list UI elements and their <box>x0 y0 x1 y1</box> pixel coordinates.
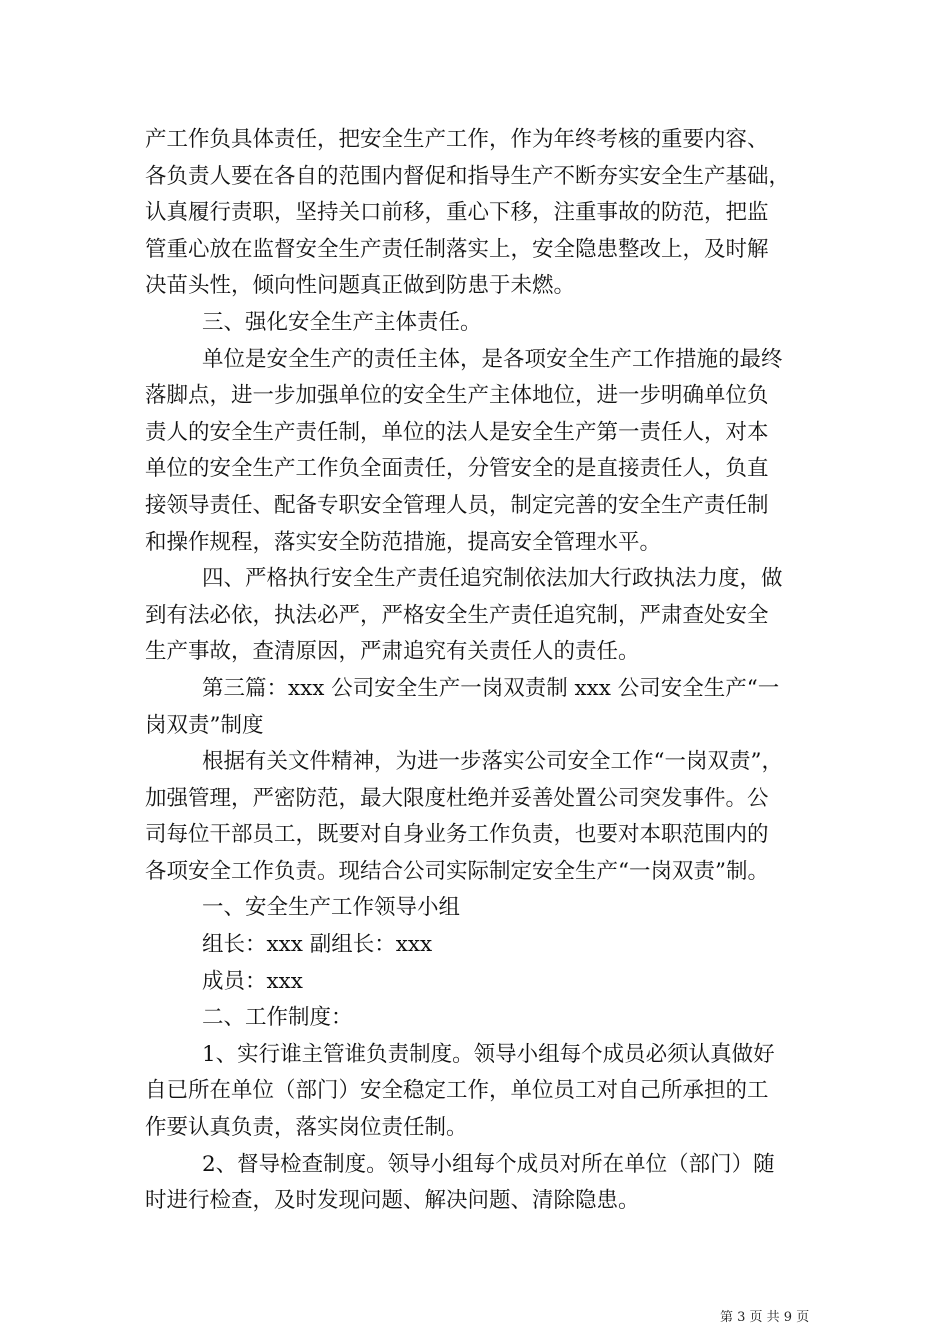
text-line: 司每位干部员工，既要对自身业务工作负责，也要对本职范围内的 <box>145 822 769 848</box>
text-line: 1、实行谁主管谁负责制度。领导小组每个成员必须认真做好 <box>202 1041 775 1067</box>
text-line: 加强管理，严密防范，最大限度杜绝并妥善处置公司突发事件。公 <box>145 785 769 811</box>
text-line: 决苗头性，倾向性问题真正做到防患于未燃。 <box>145 273 576 299</box>
text-line: 二、工作制度： <box>202 1005 353 1031</box>
text-line: 2、督导检查制度。领导小组每个成员对所在单位（部门）随 <box>202 1151 775 1177</box>
text-line: 根据有关文件精神，为进一步落实公司安全工作“一岗双责”， <box>202 749 783 775</box>
text-line: 产工作负具体责任，把安全生产工作，作为年终考核的重要内容、 <box>145 127 769 152</box>
text-line: 第三篇：xxx 公司安全生产一岗双责制 xxx 公司安全生产“一 <box>202 675 780 701</box>
page-number: 第 3 页 共 9 页 <box>720 1310 810 1325</box>
document-body <box>145 122 815 1220</box>
text-line: 认真履行责职，坚持关口前移，重心下移，注重事故的防范，把监 <box>145 200 769 226</box>
text-line: 组长：xxx 副组长：xxx <box>202 932 433 958</box>
text-line: 和操作规程，落实安全防范措施，提高安全管理水平。 <box>145 529 662 555</box>
text-line: 作要认真负责，落实岗位责任制。 <box>145 1115 468 1141</box>
text-line: 四、严格执行安全生产责任追究制依法加大行政执法力度，做 <box>202 566 783 592</box>
text-line: 到有法必依，执法必严，严格安全生产责任追究制，严肃查处安全 <box>145 602 769 628</box>
text-line: 自已所在单位（部门）安全稳定工作，单位员工对自己所承担的工 <box>145 1078 769 1104</box>
text-line: 一、安全生产工作领导小组 <box>202 895 461 921</box>
text-line: 管重心放在监督安全生产责任制落实上，安全隐患整改上，及时解 <box>145 236 769 262</box>
text-line: 落脚点，进一步加强单位的安全生产主体地位，进一步明确单位负 <box>145 383 769 409</box>
text-line: 各项安全工作负责。现结合公司实际制定安全生产“一岗双责”制。 <box>145 858 769 884</box>
text-line: 接领导责任、配备专职安全管理人员，制定完善的安全生产责任制 <box>145 492 769 518</box>
text-line: 三、强化安全生产主体责任。 <box>202 309 482 335</box>
text-line: 成员：xxx <box>202 968 303 994</box>
text-line: 各负责人要在各自的范围内督促和指导生产不断夯实安全生产基础， <box>145 163 791 189</box>
text-line: 时进行检查，及时发现问题、解决问题、清除隐患。 <box>145 1188 640 1214</box>
text-line: 单位是安全生产的责任主体，是各项安全生产工作措施的最终 <box>202 346 783 372</box>
text-line: 单位的安全生产工作负全面责任，分管安全的是直接责任人，负直 <box>145 456 769 482</box>
text-line: 责人的安全生产责任制，单位的法人是安全生产第一责任人，对本 <box>145 419 769 445</box>
text-line: 岗双责”制度 <box>145 712 264 738</box>
text-line: 生产事故，查清原因，严肃追究有关责任人的责任。 <box>145 639 640 665</box>
